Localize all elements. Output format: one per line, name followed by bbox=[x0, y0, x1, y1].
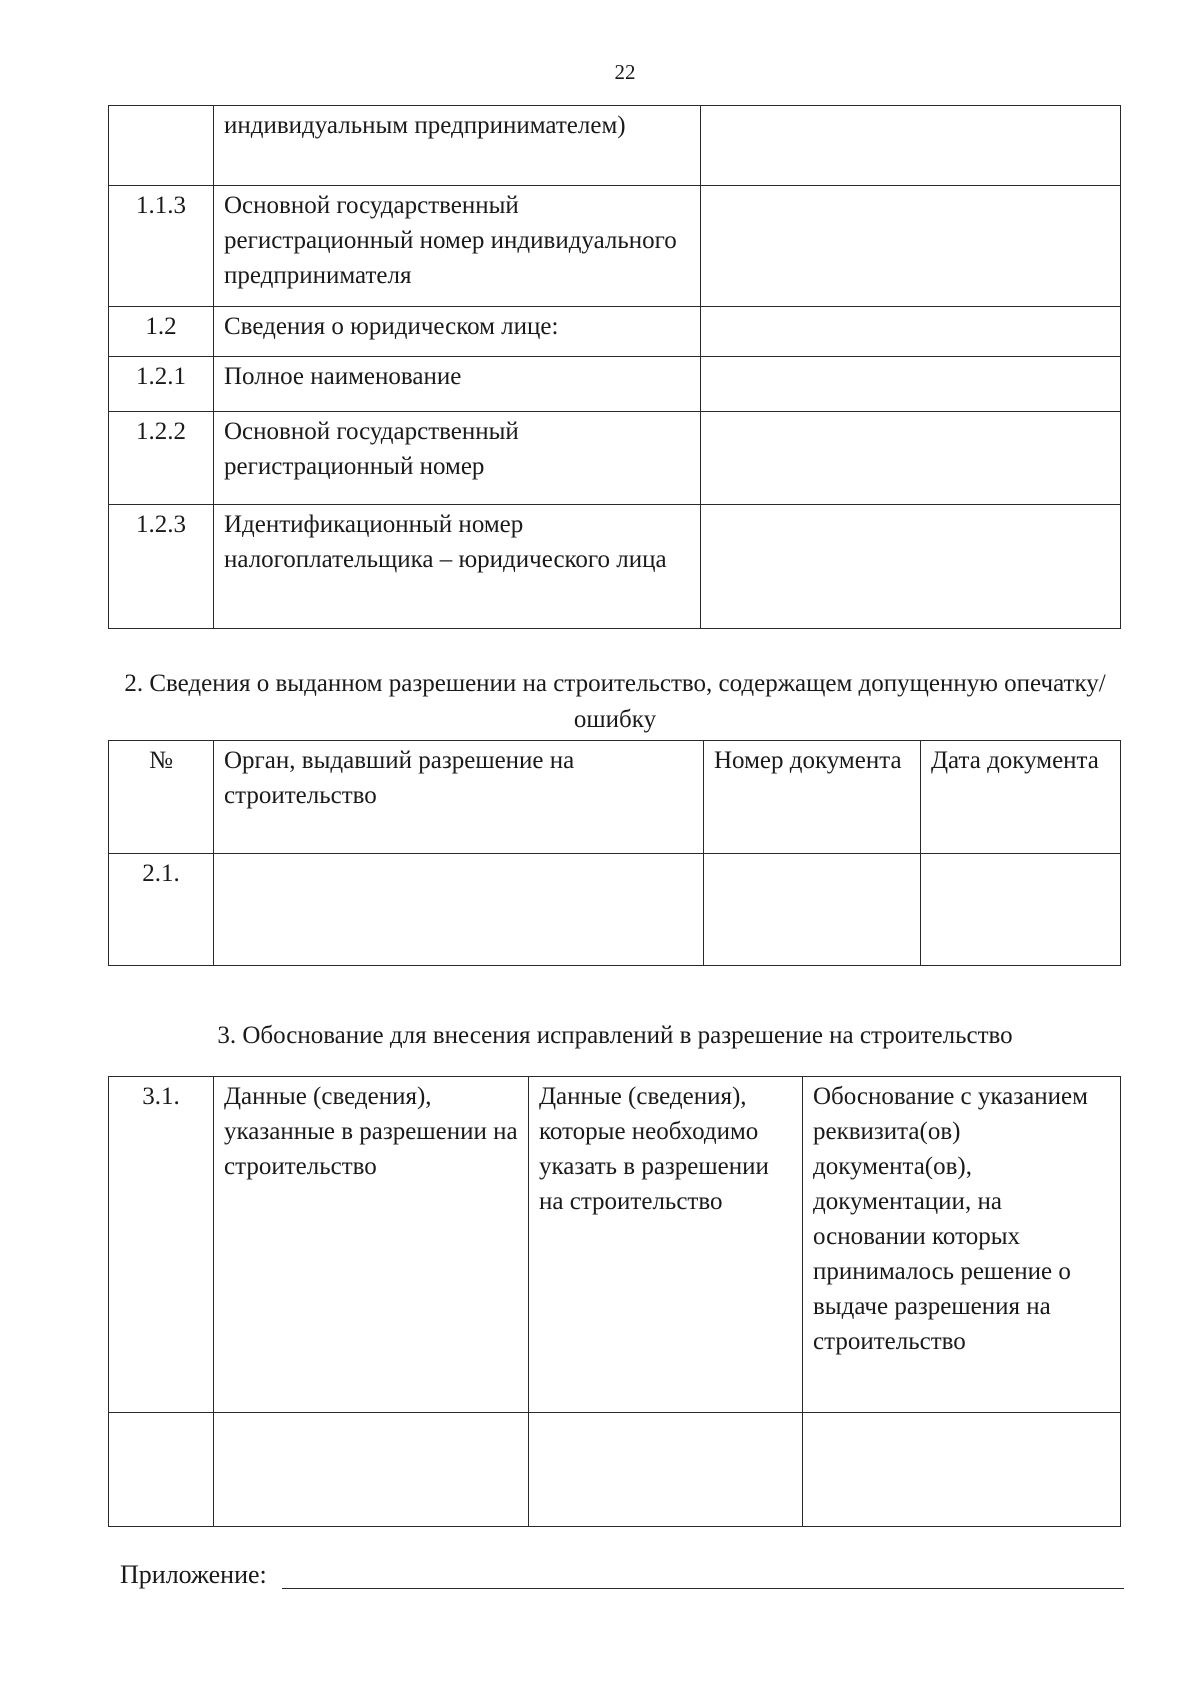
document-date-field[interactable] bbox=[921, 854, 1121, 966]
column-header-required-data: Данные (сведения), которые необходимо указать в разрешении на строительство bbox=[529, 1077, 803, 1413]
column-header-current-data: Данные (сведения), указанные в разрешении на строительство bbox=[214, 1077, 529, 1413]
empty-cell[interactable] bbox=[109, 1413, 214, 1527]
row-value-field[interactable] bbox=[701, 412, 1121, 505]
row-value-field[interactable] bbox=[701, 186, 1121, 307]
column-header-document-number: Номер документа bbox=[704, 741, 921, 854]
row-number bbox=[109, 106, 214, 186]
organ-field[interactable] bbox=[214, 854, 704, 966]
row-label: Сведения о юридическом лице: bbox=[214, 307, 701, 357]
column-header-organ: Орган, выдавший разрешение на строительство bbox=[214, 741, 704, 854]
row-label: Полное наименование bbox=[214, 357, 701, 412]
column-header-justification: Обоснование с указанием реквизита(ов) документа(ов), документации, на основании которых принималось решение о выдаче разрешения на строительство bbox=[803, 1077, 1121, 1413]
table-row bbox=[109, 412, 1121, 505]
row-number: 1.2 bbox=[109, 307, 214, 357]
table-header-row bbox=[109, 741, 1121, 854]
appendix-label: Приложение: bbox=[120, 1560, 267, 1589]
corrections-table bbox=[108, 1076, 1121, 1527]
table-row bbox=[109, 307, 1121, 357]
required-data-field[interactable] bbox=[529, 1413, 803, 1527]
row-number: 1.2.3 bbox=[109, 505, 214, 629]
row-label: Идентификационный номер налогоплательщика – юридического лица bbox=[214, 505, 701, 629]
table-row bbox=[109, 854, 1121, 966]
table-row bbox=[109, 505, 1121, 629]
appendix-input-line[interactable] bbox=[282, 1588, 1124, 1589]
row-label: Основной государственный регистрационный номер индивидуального предпринимателя bbox=[214, 186, 701, 307]
table-row bbox=[109, 186, 1121, 307]
permit-table bbox=[108, 740, 1121, 966]
document-number-field[interactable] bbox=[704, 854, 921, 966]
row-value-field[interactable] bbox=[701, 505, 1121, 629]
row-number: 1.2.1 bbox=[109, 357, 214, 412]
row-value-field[interactable] bbox=[701, 307, 1121, 357]
table-header-row bbox=[109, 1077, 1121, 1413]
table-row bbox=[109, 1413, 1121, 1527]
row-label: индивидуальным предпринимателем) bbox=[214, 106, 701, 186]
table-row bbox=[109, 106, 1121, 186]
row-number: 2.1. bbox=[109, 854, 214, 966]
table-row bbox=[109, 357, 1121, 412]
column-header-document-date: Дата документа bbox=[921, 741, 1121, 854]
applicant-details-table bbox=[108, 105, 1121, 629]
row-number: 1.2.2 bbox=[109, 412, 214, 505]
justification-field[interactable] bbox=[803, 1413, 1121, 1527]
current-data-field[interactable] bbox=[214, 1413, 529, 1527]
row-number: 3.1. bbox=[109, 1077, 214, 1413]
section-2-heading: 2. Сведения о выданном разрешении на строительство, содержащем допущенную опечатку/ ошибку bbox=[124, 670, 1106, 733]
row-label: Основной государственный регистрационный номер bbox=[214, 412, 701, 505]
section-3-heading: 3. Обоснование для внесения исправлений в разрешение на строительство bbox=[217, 1022, 1013, 1049]
row-value-field[interactable] bbox=[701, 106, 1121, 186]
row-number: 1.1.3 bbox=[109, 186, 214, 307]
page-number: 22 bbox=[614, 60, 636, 84]
row-value-field[interactable] bbox=[701, 357, 1121, 412]
column-header-number: № bbox=[109, 741, 214, 854]
